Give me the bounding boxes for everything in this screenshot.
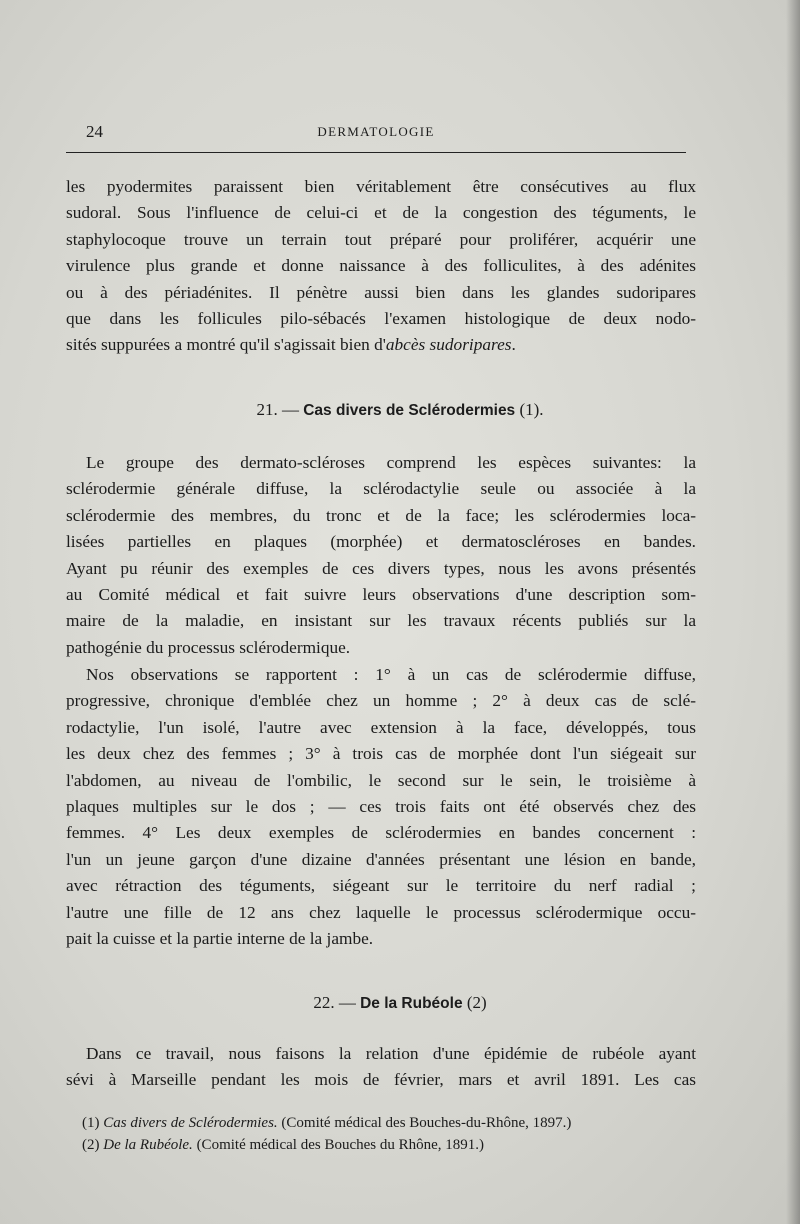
footnote-2 xyxy=(82,1134,696,1156)
text-line: Ayant pu réunir des exemples de ces divers types, nous les avons présentés xyxy=(66,558,696,578)
text-line: plaques multiples sur le dos ; — ces trois faits ont été observés chez des xyxy=(66,797,696,817)
text-line: lisées partielles en plaques (morphée) et dermatoscléroses en bandes. xyxy=(66,532,696,552)
section-number: 21. — xyxy=(256,400,304,419)
text-line: pathogénie du processus sclérodermique. xyxy=(66,637,351,657)
footnote-title: De la Rubéole. xyxy=(103,1137,193,1153)
text-line: l'un un jeune garçon d'une dizaine d'années présentant une lésion en bande, xyxy=(66,849,696,869)
text-line-end: . xyxy=(511,335,516,355)
running-title: DERMATOLOGIE xyxy=(317,124,435,139)
text-line: que dans les follicules pilo-sébacés l'examen histologique de deux nodo- xyxy=(66,309,696,329)
section-title: De la Rubéole xyxy=(360,995,463,1012)
page-header xyxy=(66,118,686,153)
footnote-title: Cas divers de Sclérodermies. xyxy=(103,1115,278,1131)
text-line xyxy=(66,332,696,358)
text-line: pait la cuisse et la partie interne de la jambe. xyxy=(66,929,374,949)
text-line: l'autre une fille de 12 ans chez laquelle le processus sclérodermique occu- xyxy=(66,902,696,922)
paragraph-21b xyxy=(66,662,696,952)
paragraph-22 xyxy=(66,1041,696,1094)
footnote-marker: (2) xyxy=(82,1137,104,1153)
text-line: l'abdomen, au niveau de l'ombilic, le second sur le sein, le troisième à xyxy=(66,770,696,790)
text-line: femmes. 4° Les deux exemples de sclérodermies en bandes concernent : xyxy=(66,823,696,843)
footnote-marker: (1) xyxy=(82,1115,104,1131)
italic-term: abcès sudoripares xyxy=(385,335,512,355)
text-line: rodactylie, l'un isolé, l'autre avec extension à la face, développés, tous xyxy=(66,717,696,737)
page-spine-shadow xyxy=(786,0,800,1224)
section-number: 22. — xyxy=(313,993,361,1012)
intro-paragraph xyxy=(66,174,696,359)
section-title: Cas divers de Sclérodermies xyxy=(303,402,516,419)
text-line: maire de la maladie, en insistant sur les travaux récents publiés sur la xyxy=(66,611,696,631)
text-line: sudoral. Sous l'influence de celui-ci et de la congestion des téguments, le xyxy=(66,203,696,223)
page-number: 24 xyxy=(86,122,103,141)
text-line: virulence plus grande et donne naissance à des folliculites, à des adénites xyxy=(66,256,696,276)
text-line: sclérodermie des membres, du tronc et de la face; les sclérodermies loca- xyxy=(66,505,696,525)
section-heading-22 xyxy=(0,993,800,1013)
text-line: sclérodermie générale diffuse, la sclérodactylie seule ou associée à la xyxy=(66,479,696,499)
text-line: staphylocoque trouve un terrain tout préparé pour proliférer, acquérir une xyxy=(66,229,696,249)
text-line: sévi à Marseille pendant les mois de février, mars et avril 1891. Les cas xyxy=(66,1070,696,1090)
footnotes xyxy=(82,1112,696,1156)
footnote-1 xyxy=(82,1112,696,1134)
footnote-reference: (1). xyxy=(515,400,544,419)
text-line: les deux chez des femmes ; 3° à trois cas de morphée dont l'un siégeait sur xyxy=(66,744,696,764)
text-line: ou à des périadénites. Il pénètre aussi bien dans les glandes sudoripares xyxy=(66,282,696,302)
section-heading-21 xyxy=(0,400,800,420)
paragraph-21a xyxy=(66,450,696,661)
text-line: progressive, chronique d'emblée chez un homme ; 2° à deux cas de sclé- xyxy=(66,691,696,711)
text-line: Nos observations se rapportent : 1° à un cas de sclérodermie diffuse, xyxy=(86,665,696,684)
text-line: Dans ce travail, nous faisons la relation d'une épidémie de rubéole ayant xyxy=(86,1044,696,1063)
footnote-reference: (2) xyxy=(462,993,487,1012)
text-line: au Comité médical et fait suivre leurs observations d'une description som- xyxy=(66,585,696,605)
text-line-start: sités suppurées a montré qu'il s'agissait bien d' xyxy=(66,335,386,355)
text-line: les pyodermites paraissent bien véritablement être consécutives au flux xyxy=(66,177,696,196)
footnote-source: (Comité médical des Bouches du Rhône, 1891.) xyxy=(192,1137,485,1153)
text-line: avec rétraction des téguments, siégeant sur le territoire du nerf radial ; xyxy=(66,876,696,896)
text-line: Le groupe des dermato-scléroses comprend les espèces suivantes: la xyxy=(86,453,696,472)
footnote-source: (Comité médical des Bouches-du-Rhône, 1897.) xyxy=(277,1115,572,1131)
